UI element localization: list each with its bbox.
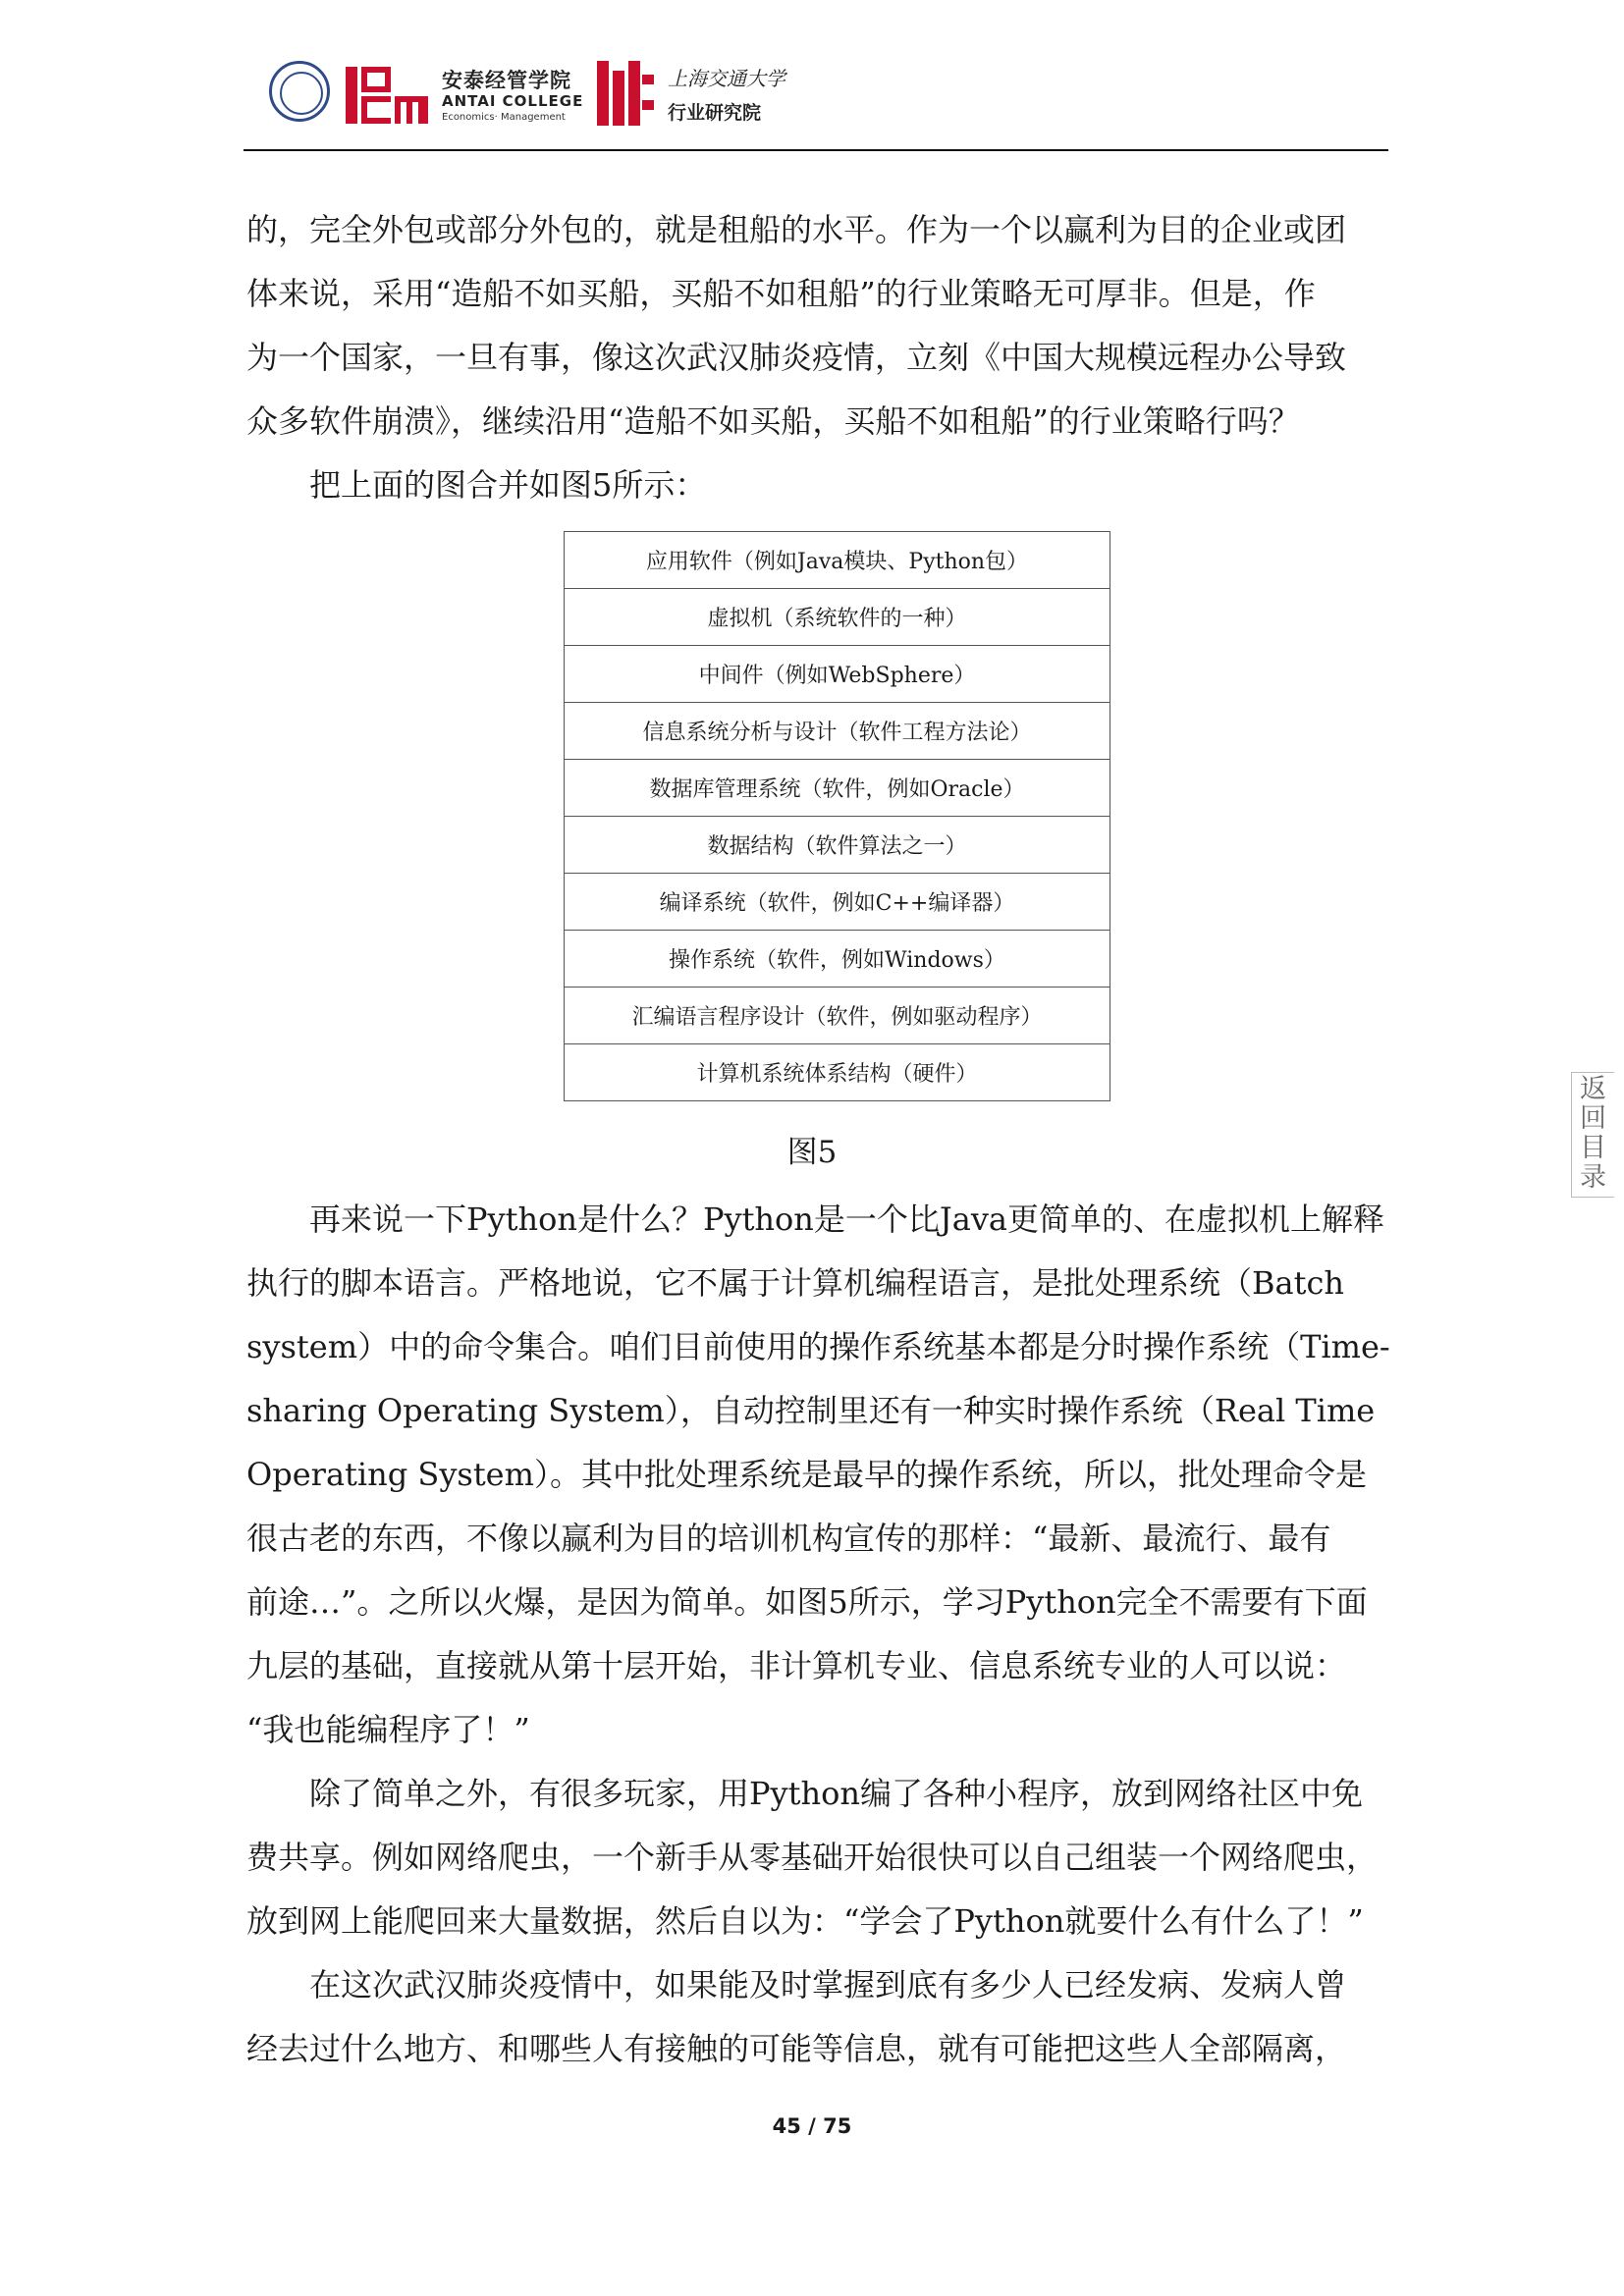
text-line: sharing Operating System），自动控制里还有一种实时操作系统（Real Time	[246, 1392, 1376, 1429]
college-name-en: ANTAI COLLEGE	[442, 92, 584, 110]
layer-cell: 编译系统（软件，例如C++编译器）	[565, 874, 1110, 931]
layer-cell: 计算机系统体系结构（硬件）	[565, 1044, 1110, 1101]
text-line: 费共享。例如网络爬虫，一个新手从零基础开始很快可以自己组装一个网络爬虫，	[246, 1839, 1379, 1876]
text-line: 执行的脚本语言。严格地说，它不属于计算机编程语言，是批处理系统（Batch	[246, 1264, 1344, 1302]
layer-cell: 应用软件（例如Java模块、Python包）	[565, 532, 1110, 589]
page-header	[244, 51, 1388, 149]
text-line: 再来说一下Python是什么？Python是一个比Java更简单的、在虚拟机上解释	[246, 1201, 1384, 1238]
text-line: “我也能编程序了！”	[246, 1711, 530, 1748]
text-line: 九层的基础，直接就从第十层开始，非计算机专业、信息系统专业的人可以说：	[246, 1647, 1347, 1684]
text-line: system）中的命令集合。咱们目前使用的操作系统基本都是分时操作系统（Time-	[246, 1328, 1390, 1365]
university-seal-icon	[269, 61, 330, 122]
college-subtitle: Economics· Management	[442, 112, 566, 123]
text-line: 除了简单之外，有很多玩家，用Python编了各种小程序，放到网络社区中免	[246, 1775, 1363, 1812]
paragraph-2	[246, 454, 1385, 517]
college-name-cn: 安泰经管学院	[442, 69, 571, 92]
text-line: 很古老的东西，不像以赢利为目的培训机构宣传的那样：“最新、最流行、最有	[246, 1520, 1331, 1557]
layer-cell: 虚拟机（系统软件的一种）	[565, 589, 1110, 646]
sidetab-char: 目	[1580, 1133, 1606, 1163]
header-divider	[244, 149, 1388, 151]
institute-logo-icon	[597, 61, 654, 126]
layer-cell: 中间件（例如WebSphere）	[565, 646, 1110, 703]
text-line: 众多软件崩溃》，继续沿用“造船不如买船，买船不如租船”的行业策略行吗？	[246, 402, 1300, 440]
text-line: 为一个国家，一旦有事，像这次武汉肺炎疫情，立刻《中国大规模远程办公导致	[246, 339, 1347, 376]
text-line: 前途…”。之所以火爆，是因为简单。如图5所示，学习Python完全不需要有下面	[246, 1583, 1368, 1621]
paragraph-1	[246, 198, 1385, 454]
layer-cell: 信息系统分析与设计（软件工程方法论）	[565, 703, 1110, 760]
text-line: 把上面的图合并如图5所示：	[246, 466, 707, 504]
layer-cell: 操作系统（软件，例如Windows）	[565, 931, 1110, 988]
layer-cell: 数据库管理系统（软件，例如Oracle）	[565, 760, 1110, 817]
text-line: 在这次武汉肺炎疫情中，如果能及时掌握到底有多少人已经发病、发病人曾	[246, 1966, 1347, 2003]
text-line: 放到网上能爬回来大量数据，然后自以为：“学会了Python就要什么有什么了！”	[246, 1902, 1364, 1940]
university-name-cn: 上海交通大学	[668, 67, 785, 90]
acem-logo-icon	[346, 63, 428, 126]
figure-5-layer-stack	[564, 531, 1110, 1101]
layer-cell: 数据结构（软件算法之一）	[565, 817, 1110, 874]
paragraph-5	[246, 1953, 1385, 2081]
layer-cell: 汇编语言程序设计（软件，例如驱动程序）	[565, 988, 1110, 1044]
text-line: 体来说，采用“造船不如买船，买船不如租船”的行业策略无可厚非。但是，作	[246, 275, 1316, 312]
figure-caption: 图5	[786, 1135, 838, 1170]
page-number: 45 / 75	[772, 2114, 852, 2138]
institute-name-cn: 行业研究院	[668, 102, 762, 124]
sidetab-char: 回	[1580, 1103, 1606, 1134]
text-line: Operating System）。其中批处理系统是最早的操作系统，所以，批处理命令是	[246, 1456, 1367, 1493]
paragraph-4	[246, 1762, 1385, 1953]
text-line: 经去过什么地方、和哪些人有接触的可能等信息，就有可能把这些人全部隔离，	[246, 2030, 1347, 2067]
sidetab-char: 录	[1580, 1162, 1606, 1193]
paragraph-3	[246, 1188, 1390, 1762]
back-to-contents-tab[interactable]	[1571, 1072, 1614, 1198]
text-line: 的，完全外包或部分外包的，就是租船的水平。作为一个以赢利为目的企业或团	[246, 211, 1347, 248]
sidetab-char: 返	[1580, 1074, 1606, 1104]
